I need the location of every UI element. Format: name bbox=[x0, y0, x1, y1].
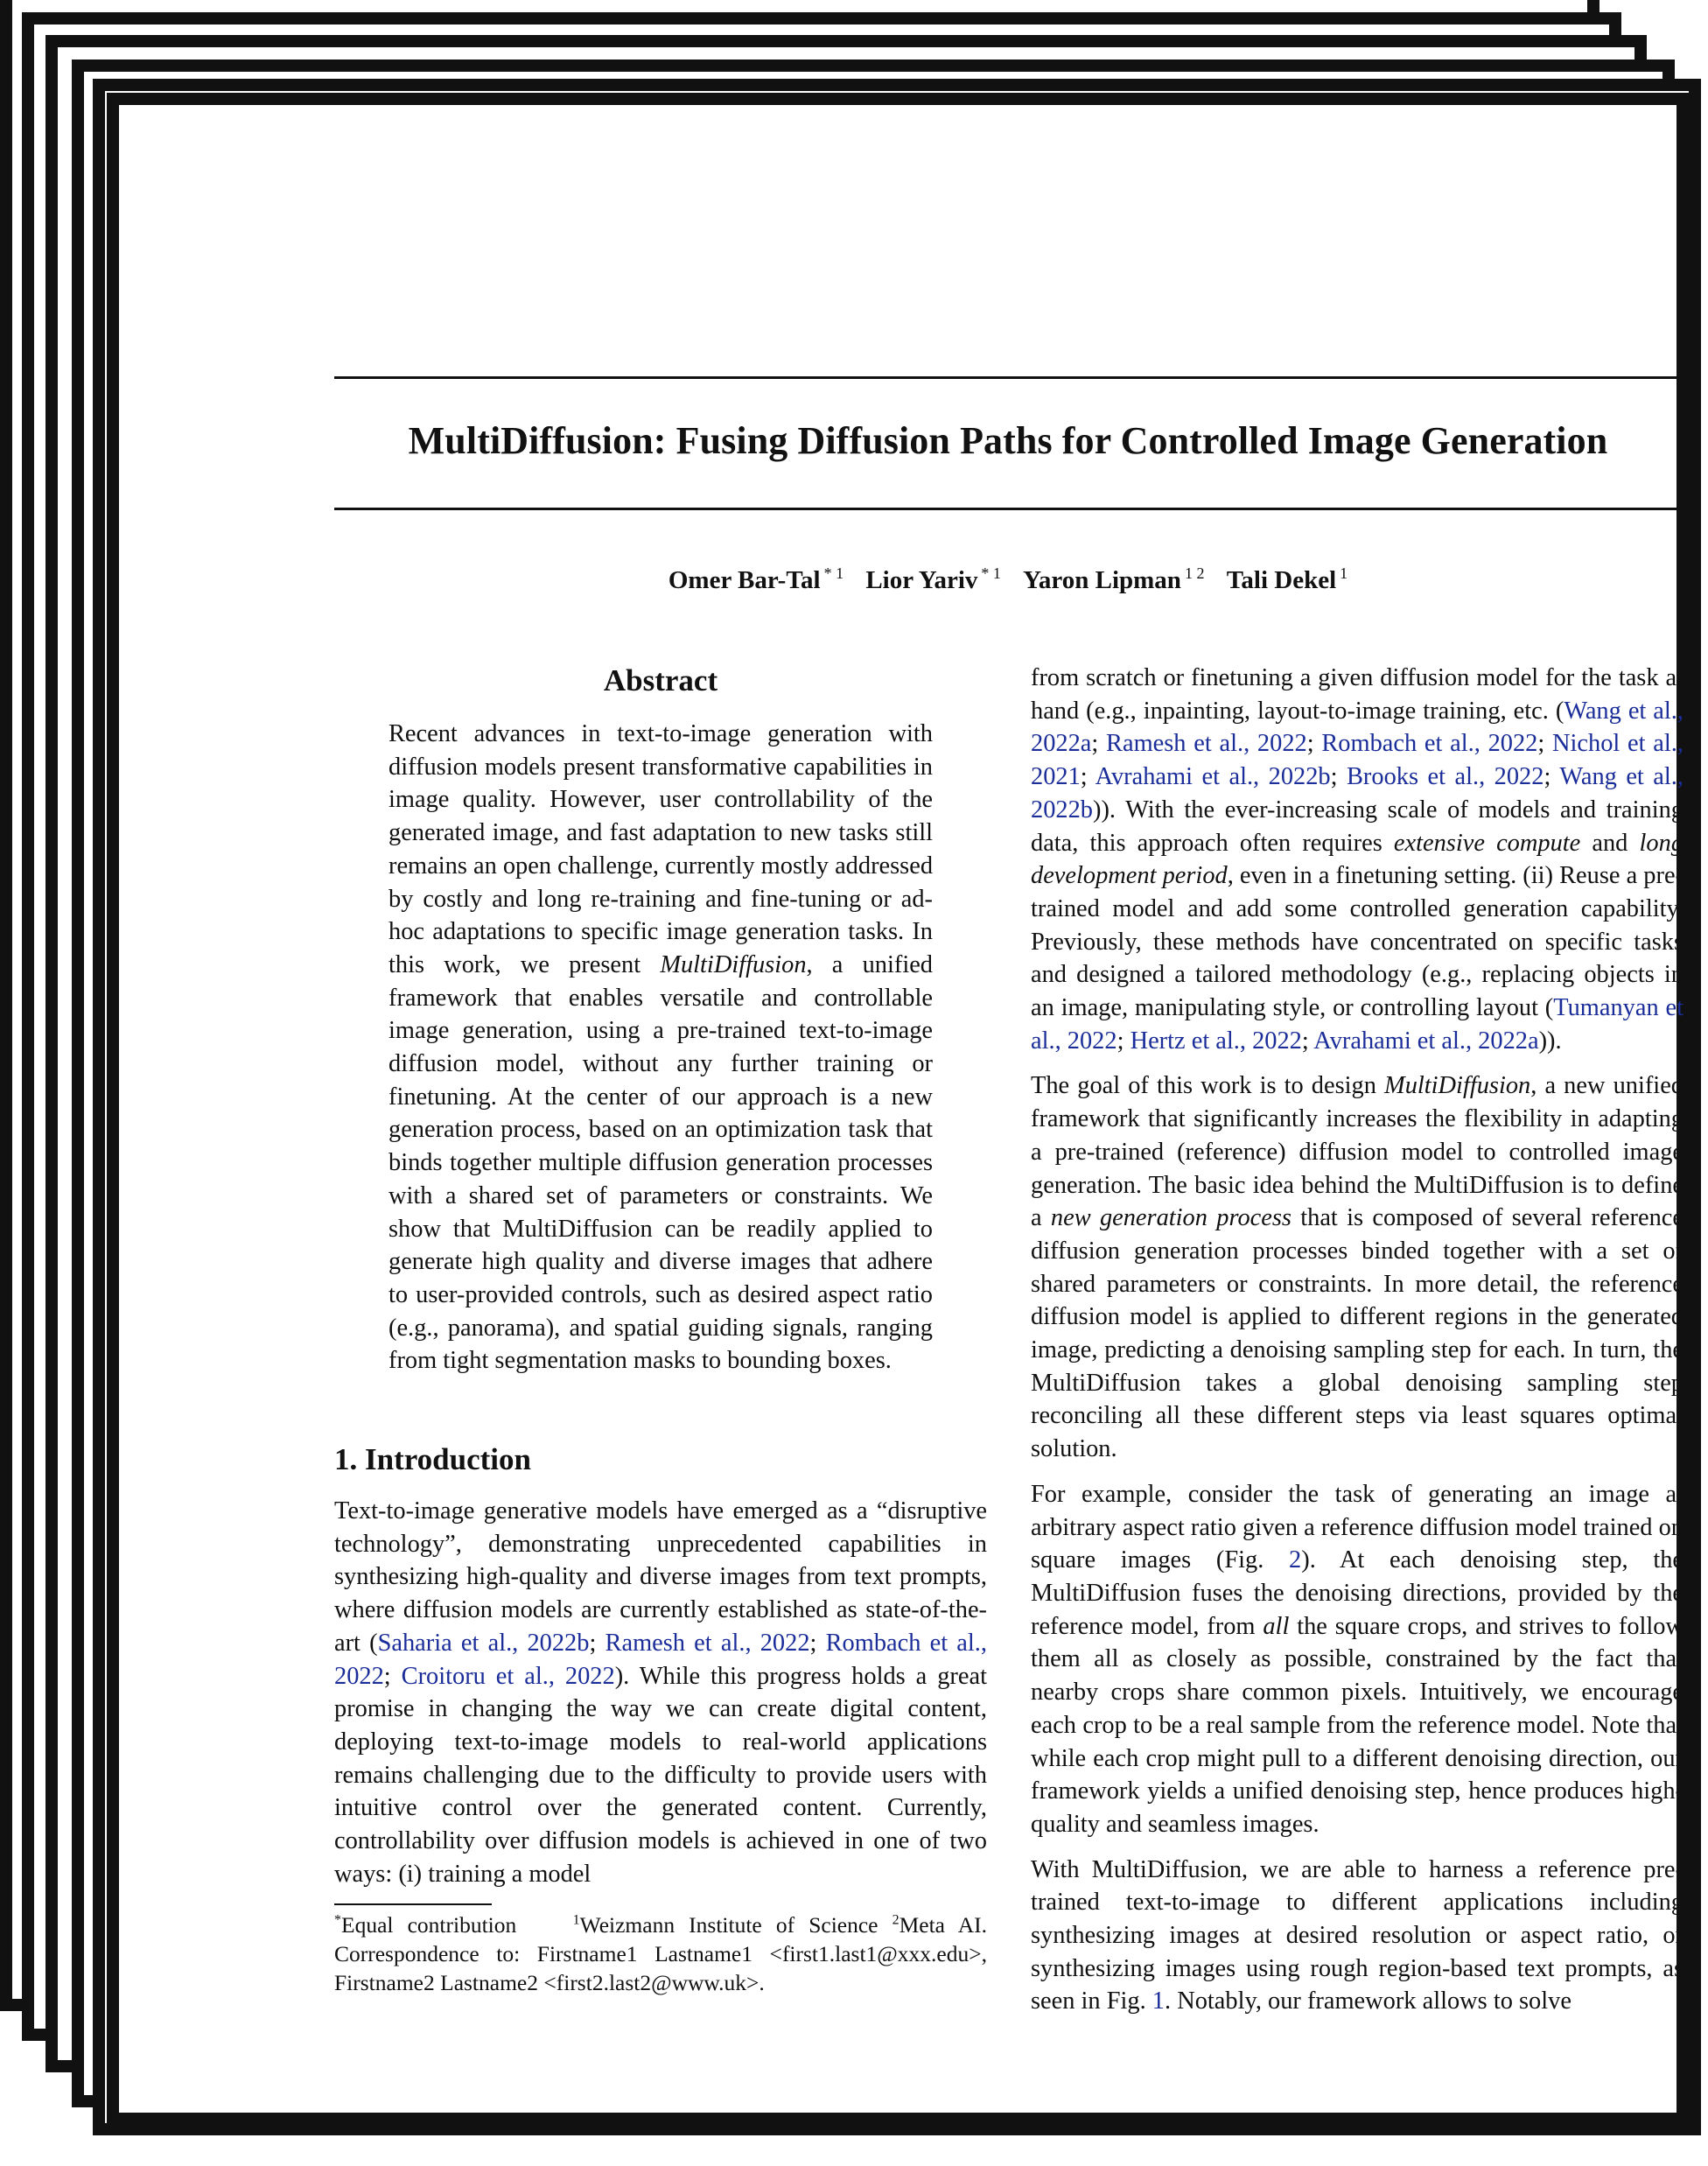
paper-title: MultiDiffusion: Fusing Diffusion Paths for Controlled Image Generation bbox=[408, 419, 1608, 462]
body-paragraph bbox=[1031, 1478, 1684, 1841]
citation-link[interactable]: Nichol et al., 2021 bbox=[1031, 730, 1684, 791]
citation-link[interactable]: Brooks et al., 2022 bbox=[1347, 763, 1544, 791]
citation-separator: ; bbox=[1080, 763, 1096, 791]
body-text: The goal of this work is to design bbox=[1031, 1072, 1385, 1100]
author-list bbox=[334, 566, 1682, 595]
author bbox=[865, 566, 1001, 595]
citation-separator: ; bbox=[1091, 730, 1107, 758]
footnote-equal-contribution: Equal contribution bbox=[341, 1911, 517, 1938]
footnote bbox=[334, 1910, 987, 1997]
emphasis-text: new generation process bbox=[1050, 1204, 1292, 1232]
footnote-mark: 1 bbox=[572, 1912, 580, 1927]
citation-separator: ; bbox=[1330, 763, 1347, 791]
abstract-heading: Abstract bbox=[603, 663, 718, 697]
citation-link[interactable]: Ramesh et al., 2022 bbox=[1106, 730, 1307, 758]
citation-separator: ; bbox=[1116, 1027, 1130, 1055]
body-text: the square crops, and strives to follow them all as closely as possible, constrained by the fact that nearby crops share common pixels. Intuitively, we encourage each crop to be a real sample from the reference model. Note that while each crop might pull to a different denoising direction, our framework yields a unified denoising step, hence produces high-quality and seamless images. bbox=[1031, 1612, 1684, 1838]
abstract-text-part: , a unified framework that enables versatile and controllable image generation, using a pre-trained text-to-image diffusion model, without any further training or finetuning. At the center of our approach is a new generation process, based on an optimization task that binds together multiple diffusion generation processes with a shared set of parameters or constraints. We show that MultiDiffusion can be readily applied to generate high quality and diverse images that adhere to user-provided controls, such as desired aspect ratio (e.g., panorama), and spatial guiding signals, ranging from tight segmentation masks to bounding boxes. bbox=[388, 950, 934, 1375]
body-text: ). At each denoising step, the MultiDiffusion fuses the denoising directions, provided by the reference model, from bbox=[1031, 1546, 1684, 1640]
citation-link[interactable]: Ramesh et al., 2022 bbox=[605, 1629, 810, 1657]
introduction-paragraph bbox=[334, 1495, 987, 1890]
abstract-text-part: Recent advances in text-to-image generation with diffusion models present transformative capabilities in image quality. However, user controllability of the generated image, and fast adaptation to new tasks still remains an open challenge, currently mostly addressed by costly and long re-training and fine-tuning or ad-hoc adaptations to specific image generation tasks. In this work, we present bbox=[388, 720, 934, 978]
title-rule-top bbox=[334, 376, 1682, 379]
citation-link[interactable]: Tumanyan et al., 2022 bbox=[1031, 994, 1684, 1055]
right-column bbox=[1031, 662, 1684, 2030]
citation-separator: ; bbox=[383, 1662, 402, 1690]
body-text: )). bbox=[1538, 1027, 1562, 1055]
citation-link[interactable]: Rombach et al., 2022 bbox=[334, 1629, 987, 1690]
intro-text: ). While this progress holds a great promise in changing the way we can create digital content, deploying text-to-image models to real-world applications remains challenging due to the difficulty to provide users with intuitive control over the generated content. Currently, controllability over diffusion models is achieved in one of two ways: (i) training a model bbox=[334, 1662, 987, 1888]
body-paragraph bbox=[1031, 1854, 1684, 2019]
citation-link[interactable]: Hertz et al., 2022 bbox=[1130, 1027, 1302, 1055]
author bbox=[1023, 566, 1204, 595]
footnote-mark: * bbox=[334, 1912, 341, 1927]
author-affiliation-marks: 1 bbox=[1340, 564, 1348, 583]
body-text: , a new unified framework that significantly increases the flexibility in adapting a pre-trained (reference) diffusion model to controlled image generation. The basic idea behind the MultiDiffusion is to define a bbox=[1031, 1072, 1684, 1232]
emphasis-text: MultiDiffusion bbox=[1384, 1072, 1531, 1100]
title-rule-bottom bbox=[334, 508, 1682, 510]
citation-link[interactable]: Wang et al., 2022b bbox=[1031, 763, 1684, 824]
body-paragraph bbox=[1031, 1069, 1684, 1465]
citation-separator: ; bbox=[589, 1629, 606, 1657]
footnote-rule bbox=[334, 1903, 492, 1905]
body-text: from scratch or finetuning a given diffusion model for the task at hand (e.g., inpainting, layout-to-image training, etc. ( bbox=[1031, 664, 1684, 725]
author-name: Yaron Lipman bbox=[1023, 566, 1181, 594]
body-text: For example, consider the task of generating an image at arbitrary aspect ratio given a reference diffusion model trained on square images (Fig. bbox=[1031, 1480, 1684, 1574]
body-text: )). With the ever-increasing scale of models and training data, this approach often requires bbox=[1031, 796, 1684, 857]
citation-link[interactable]: Avrahami et al., 2022a bbox=[1313, 1027, 1539, 1055]
emphasis-text: all bbox=[1263, 1612, 1290, 1640]
author bbox=[668, 566, 844, 595]
citation-link[interactable]: Wang et al., 2022a bbox=[1031, 697, 1684, 758]
author-affiliation-marks: 1 2 bbox=[1184, 564, 1205, 583]
emphasis-text: long development period bbox=[1031, 829, 1684, 890]
author-name: Omer Bar-Tal bbox=[668, 566, 821, 594]
figure-ref-link[interactable]: 2 bbox=[1289, 1546, 1302, 1574]
body-text: and bbox=[1580, 829, 1640, 857]
body-paragraph bbox=[1031, 662, 1684, 1057]
author-affiliation-marks: * 1 bbox=[823, 564, 844, 583]
footnote-mark: 2 bbox=[892, 1912, 900, 1927]
left-column bbox=[334, 662, 987, 1997]
citation-separator: ; bbox=[809, 1629, 826, 1657]
figure-ref-link[interactable]: 1 bbox=[1152, 1987, 1165, 2015]
introduction-heading: 1. Introduction bbox=[334, 1442, 531, 1477]
citation-link[interactable]: Saharia et al., 2022b bbox=[377, 1629, 590, 1657]
citation-separator: ; bbox=[1306, 730, 1322, 758]
citation-separator: ; bbox=[1301, 1027, 1314, 1055]
footnote-affiliation-2: Meta AI. Correspondence to: Firstname1 Lastname1 <first1.last1@xxx.edu>, Firstname2 Lastname2 <first2.last2@www.uk>. bbox=[334, 1911, 987, 1995]
author bbox=[1227, 566, 1348, 595]
footnote-affiliation-1: Weizmann Institute of Science bbox=[579, 1911, 878, 1938]
citation-separator: ; bbox=[1544, 763, 1560, 791]
citation-link[interactable]: Croitoru et al., 2022 bbox=[401, 1662, 615, 1690]
author-affiliation-marks: * 1 bbox=[981, 564, 1001, 583]
body-text: . Notably, our framework allows to solve bbox=[1165, 1987, 1572, 2015]
citation-link[interactable]: Rombach et al., 2022 bbox=[1321, 730, 1538, 758]
body-text: , even in a finetuning setting. (ii) Reuse a pre-trained model and add some controlled generation capability. Previously, these methods have concentrated on specific tasks and designed a tailored methodology (e.g., replacing objects in an image, manipulating style, or controlling layout ( bbox=[1031, 862, 1684, 1022]
citation-separator: ; bbox=[1537, 730, 1553, 758]
body-text: With MultiDiffusion, we are able to harness a reference pre-trained text-to-image to different applications including synthesizing images at desired resolution or aspect ratio, or synthesizing images using rough region-based text prompts, as seen in Fig. bbox=[1031, 1855, 1684, 2015]
abstract-text bbox=[388, 718, 933, 1377]
body-text: that is composed of several reference diffusion generation processes binded together with a set of shared parameters or constraints. In more detail, the reference diffusion model is applied to different regions in the generated image, predicting a denoising sampling step for each. In turn, the MultiDiffusion takes a global denoising sampling step reconciling all these different steps via least squares optimal solution. bbox=[1031, 1204, 1684, 1463]
intro-text: Text-to-image generative models have emerged as a “disruptive technology”, demonstrating unprecedented capabilities in synthesizing high-quality and diverse images from text prompts, where diffusion models are currently established as state-of-the-art ( bbox=[334, 1497, 987, 1657]
paper-page bbox=[107, 93, 1689, 2125]
author-name: Lior Yariv bbox=[865, 566, 978, 594]
abstract-method-name: MultiDiffusion bbox=[660, 950, 807, 978]
author-name: Tali Dekel bbox=[1226, 566, 1337, 594]
citation-link[interactable]: Avrahami et al., 2022b bbox=[1095, 763, 1331, 791]
emphasis-text: extensive compute bbox=[1393, 829, 1581, 857]
page-content bbox=[334, 376, 1682, 2153]
